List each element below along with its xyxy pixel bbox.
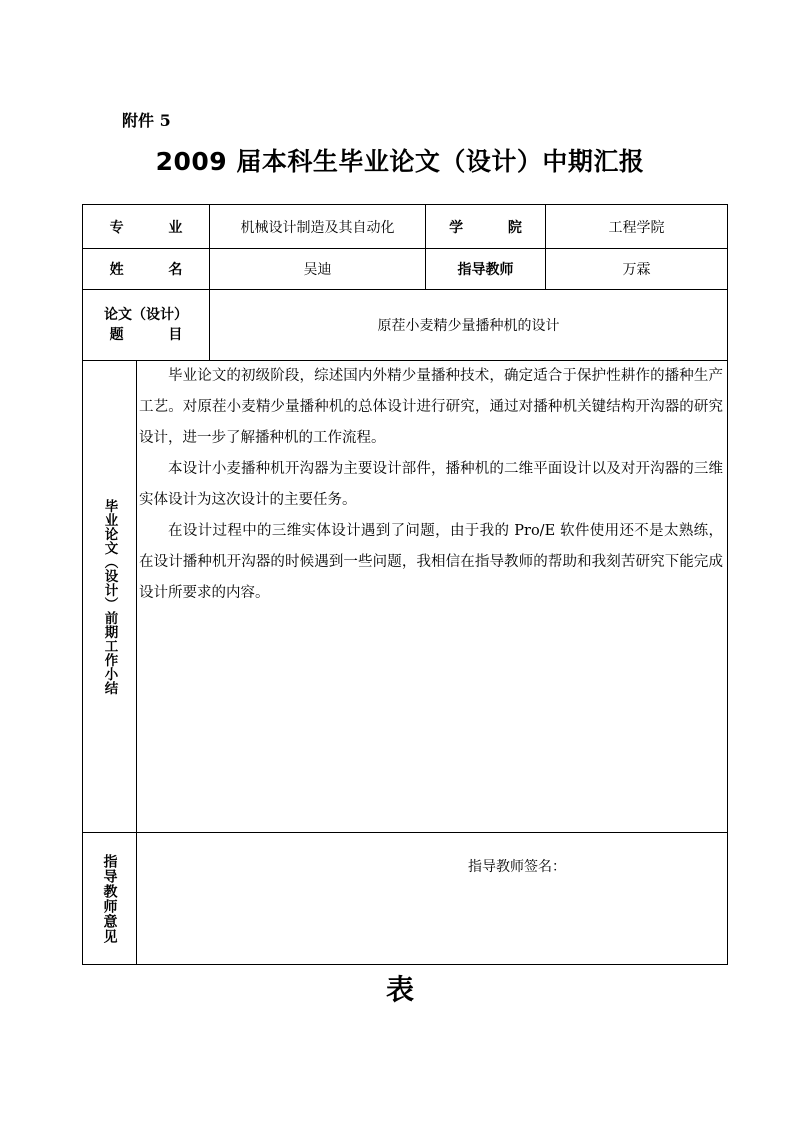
page-title: 2009 届本科生毕业论文（设计）中期汇报 [155, 147, 645, 176]
major-label: 专 业 [109, 219, 203, 236]
topic-label: 论文（设计） 题 目 [104, 307, 203, 343]
advisor-value: 万霖 [622, 262, 651, 278]
attachment-label: 附件 5 [122, 111, 171, 130]
footer-char: 表 [385, 973, 414, 1006]
advisor-label: 指导教师 [457, 262, 514, 278]
topic-value: 原茬小麦精少量播种机的设计 [377, 318, 560, 334]
college-value: 工程学院 [608, 219, 665, 236]
major-value: 机械设计制造及其自动化 [240, 219, 395, 236]
col-divider [136, 360, 137, 965]
name-label: 姓 名 [109, 262, 203, 278]
opinion-label: 指导教师意见 [101, 854, 118, 944]
summary-paragraph: 毕业论文的初级阶段，综述国内外精少量播种技术，确定适合于保护性耕作的播种生产工艺。对原茬小麦精少量播种机的总体设计进行研究，通过对播种机关键结构开沟器的研究设计，进一步了解播种机的工作流程。 [139, 368, 723, 446]
college-label: 学 院 [449, 219, 542, 236]
summary-label: 毕业论文（设计）前期工作小结 [101, 498, 118, 695]
summary-paragraph: 本设计小麦播种机开沟器为主要设计部件，播种机的二维平面设计以及对开沟器的三维实体设计为这次设计的主要任务。 [139, 461, 723, 508]
report-form [82, 204, 728, 965]
summary-paragraph: 在设计过程中的三维实体设计遇到了问题，由于我的 Pro/E 软件使用还不是太熟练，在设计播种机开沟器的时候遇到一些问题，我相信在指导教师的帮助和我刻苦研究下能完成设计所要求的内容。 [139, 523, 723, 601]
signature-label: 指导教师签名： [468, 859, 566, 875]
row-divider [83, 832, 727, 833]
name-value: 吴迪 [303, 262, 332, 278]
summary-text [139, 361, 723, 609]
